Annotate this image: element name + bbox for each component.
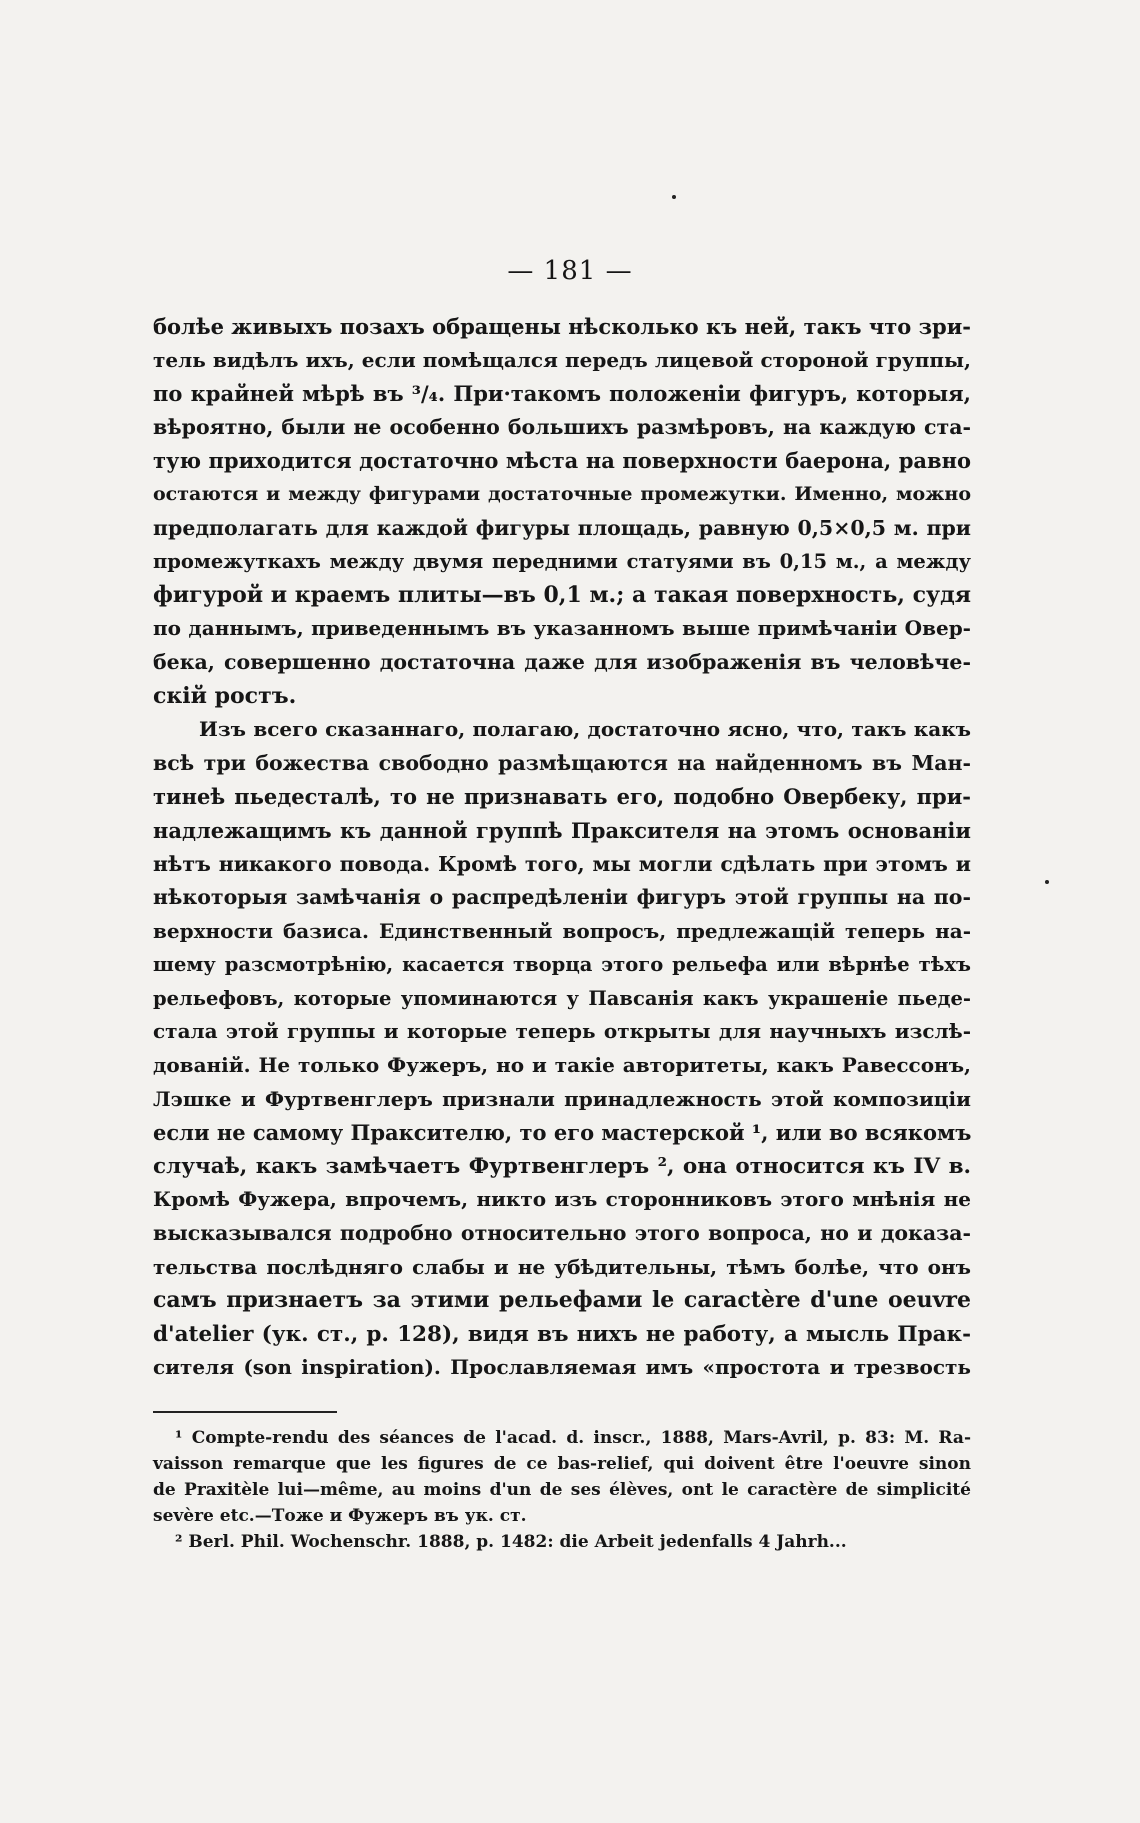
text-line: стала этой группы и которые теперь открыты для научныхъ изслѣ- xyxy=(153,1019,971,1044)
text-line: по крайней мѣрѣ въ ³/₄. При·такомъ положеніи фигуръ, которыя, xyxy=(153,381,971,407)
text-line: промежуткахъ между двумя передними статуями въ 0,15 м., а между xyxy=(153,550,971,574)
page-number: — 181 — xyxy=(507,256,633,286)
paragraph-1 xyxy=(153,310,971,713)
footnote-divider xyxy=(153,1411,337,1413)
body-text xyxy=(153,310,971,1385)
footnote-line: sevère etc.—Тоже и Фужеръ въ ук. ст. xyxy=(153,1506,527,1526)
text-line: вѣроятно, были не особенно большихъ размѣровъ, на каждую ста- xyxy=(153,414,971,439)
text-line: случаѣ, какъ замѣчаетъ Фуртвенглеръ ², она относится къ IV в. xyxy=(153,1153,971,1179)
text-line: самъ признаетъ за этими рельефами le caractère d'une oeuvre xyxy=(153,1287,971,1314)
footnotes xyxy=(153,1425,971,1555)
footnote-line: ² Berl. Phil. Wochenschr. 1888, p. 1482: die Arbeit jedenfalls 4 Jahrh... xyxy=(175,1532,847,1552)
footnote-line: ¹ Compte-rendu des séances de l'acad. d. inscr., 1888, Mars-Avril, p. 83: M. Ra- xyxy=(175,1428,971,1448)
text-line: болѣе живыхъ позахъ обращены нѣсколько къ ней, такъ что зри- xyxy=(153,314,971,339)
text-line: фигурой и краемъ плиты—въ 0,1 м.; а такая поверхность, судя xyxy=(153,581,971,608)
speck-mark xyxy=(672,195,676,199)
text-line: нѣтъ никакого повода. Кромѣ того, мы могли сдѣлать при этомъ и xyxy=(153,851,971,876)
text-line: тель видѣлъ ихъ, если помѣщался передъ лицевой стороной группы, xyxy=(153,347,971,372)
text-line: тинеѣ пьедесталѣ, то не признавать его, подобно Овербеку, при- xyxy=(153,784,971,810)
text-line: бека, совершенно достаточна даже для изображенія въ человѣче- xyxy=(153,649,971,674)
text-line: d'atelier (ук. ст., р. 128), видя въ нихъ не работу, а мысль Прак- xyxy=(153,1321,971,1347)
text-line: скій ростъ. xyxy=(153,682,297,709)
text-line: Кромѣ Фужера, впрочемъ, никто изъ сторонниковъ этого мнѣнія не xyxy=(153,1187,971,1212)
footnote-2 xyxy=(153,1529,971,1555)
text-line: по даннымъ, приведеннымъ въ указанномъ выше примѣчаніи Овер- xyxy=(153,616,971,641)
footnote-1 xyxy=(153,1425,971,1529)
text-line: рельефовъ, которые упоминаются у Павсанія какъ украшеніе пьеде- xyxy=(153,986,971,1010)
footnote-line: vaisson remarque que les figures de ce bas-relief, qui doivent être l'oeuvre sinon xyxy=(153,1454,971,1474)
text-line: верхности базиса. Единственный вопросъ, предлежащій теперь на- xyxy=(153,918,971,943)
text-line: Лэшке и Фуртвенглеръ признали принадлежность этой композиціи xyxy=(153,1086,971,1111)
text-line: если не самому Праксителю, то его мастерской ¹, или во всякомъ xyxy=(153,1120,972,1146)
text-line: шему разсмотрѣнію, касается творца этого рельефа или вѣрнѣе тѣхъ xyxy=(153,953,971,977)
text-line: Изъ всего сказаннаго, полагаю, достаточно ясно, что, такъ какъ xyxy=(199,717,971,742)
text-line: надлежащимъ къ данной группѣ Праксителя на этомъ основаніи xyxy=(153,817,971,843)
text-line: тельства послѣдняго слабы и не убѣдительны, тѣмъ болѣе, что онъ xyxy=(153,1254,971,1279)
paragraph-2 xyxy=(153,713,971,1385)
text-line: нѣкоторыя замѣчанія о распредѣленіи фигуръ этой группы на по- xyxy=(153,885,971,910)
text-line: дованій. Не только Фужеръ, но и такіе авторитеты, какъ Равессонъ, xyxy=(153,1053,971,1078)
footnote-line: de Praxitèle lui—même, au moins d'un de ses élèves, ont le caractère de simplicité xyxy=(153,1480,971,1500)
text-line: всѣ три божества свободно размѣщаются на найденномъ въ Ман- xyxy=(153,750,971,775)
text-line: высказывался подробно относительно этого вопроса, но и доказа- xyxy=(153,1221,971,1246)
text-line: тую приходится достаточно мѣста на поверхности баерона, равно xyxy=(153,448,971,474)
text-line: сителя (son inspiration). Прославляемая имъ «простота и трезвость xyxy=(153,1355,971,1380)
speck-mark xyxy=(1045,880,1049,884)
text-line: остаются и между фигурами достаточные промежутки. Именно, можно xyxy=(153,482,971,505)
text-line: предполагать для каждой фигуры площадь, равную 0,5×0,5 м. при xyxy=(153,515,971,540)
